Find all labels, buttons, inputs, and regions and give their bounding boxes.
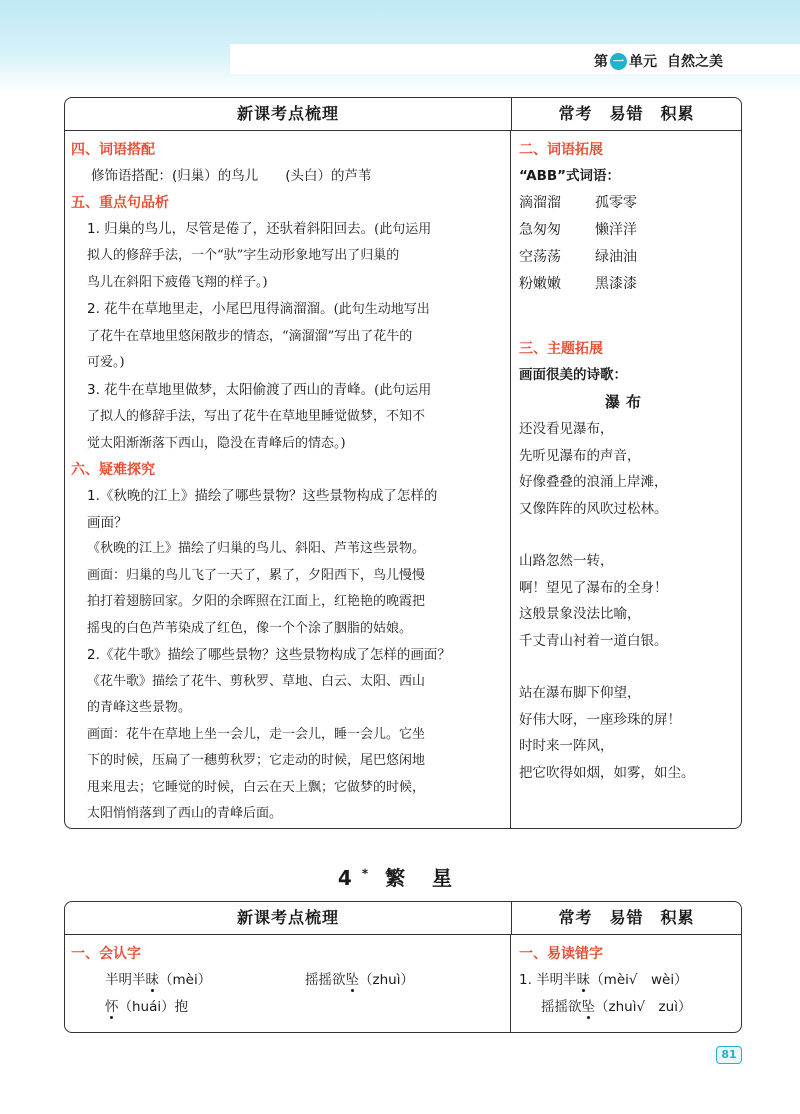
- section-heading-misread: 一、易读错字: [519, 946, 603, 962]
- word-row: [519, 217, 733, 244]
- word: 懒洋洋: [595, 221, 637, 238]
- stanza-gap: [519, 522, 733, 548]
- word-row: [519, 271, 733, 298]
- left-column: [65, 935, 511, 1032]
- card-left-title: 新课考点梳理: [65, 98, 512, 130]
- poem-intro: 画面很美的诗歌：: [519, 366, 627, 383]
- target-char: 坠: [581, 998, 595, 1015]
- answer-line: 甩来甩去；它睡觉的时候，白云在天上飘；它做梦的时候，: [87, 779, 426, 795]
- sentence-text: 1. 归巢的鸟儿，尽管是倦了，还驮着斜阳回去。: [87, 220, 375, 237]
- question-1-cont: 画面？: [87, 514, 128, 531]
- target-char: 怀: [105, 998, 119, 1015]
- answer-line: 《花牛歌》描绘了花牛、剪秋罗、草地、白云、太阳、西山: [87, 673, 426, 689]
- answer-line: 的青峰这些景物。: [87, 700, 192, 715]
- stanza-gap: [519, 654, 733, 680]
- poem-line: 时时来一阵风，: [519, 738, 614, 754]
- word-prefix: 摇摇欲: [305, 972, 346, 988]
- study-card-lesson4: [64, 901, 742, 1033]
- pinyin: （mèi）: [159, 972, 212, 988]
- word: 绿油油: [595, 248, 637, 265]
- poem-line: 千丈青山衬着一道白银。: [519, 632, 668, 649]
- poem-line: 还没看见瀑布，: [519, 421, 614, 437]
- card-body: [65, 131, 741, 828]
- answer-line: 太阳悄悄落到了西山的青峰后面。: [87, 806, 283, 821]
- sentence-note-line: 鸟儿在斜阳下疲倦飞翔的样子。): [87, 274, 268, 290]
- word: 急匆匆: [519, 221, 561, 238]
- poem-line: 这般景象没法比喻，: [519, 606, 641, 622]
- poem-line: 啊！望见了瀑布的全身！: [519, 579, 668, 596]
- section-heading-sentences: 五、重点句品析: [71, 194, 169, 211]
- poem-title: 瀑布: [604, 393, 647, 411]
- poem-line: 好像叠叠的浪涌上岸滩，: [519, 474, 668, 490]
- poem-line: 先听见瀑布的声音，: [519, 447, 641, 464]
- section-heading-recognize: 一、会认字: [71, 946, 141, 962]
- poem-line: 好伟大呀，一座珍珠的屏！: [519, 711, 681, 728]
- word: 滴溜溜: [519, 194, 561, 211]
- recognize-row: [71, 994, 504, 1021]
- answer-line: 画面：归巢的鸟儿飞了一天了，累了，夕阳西下，鸟儿慢慢: [87, 567, 426, 583]
- word: 空荡荡: [519, 248, 561, 265]
- unit-prefix: 第: [594, 54, 608, 70]
- sentence-2: [71, 296, 504, 324]
- pinyin-options: （mèi√ wèi）: [590, 972, 688, 988]
- target-char: 昧: [576, 972, 591, 988]
- pinyin-options: （zhuì√ zuì）: [595, 998, 692, 1015]
- card-left-title: 新课考点梳理: [65, 902, 512, 934]
- pinyin: （zhuì）: [359, 972, 414, 988]
- answer-line: 摇曳的白色芦苇染成了红色，像一个个涂了胭脂的姑娘。: [87, 620, 413, 636]
- sentence-note-line: 觉太阳渐渐落下西山，隐没在青峰后的情态。): [87, 435, 346, 451]
- sentence-note: (此句运用: [374, 382, 432, 398]
- abb-label: “ABB”式词语：: [519, 168, 621, 184]
- collocation-line: 修饰语搭配：(归巢）的鸟儿 (头白）的芦苇: [91, 168, 372, 184]
- card-header: [65, 98, 741, 131]
- card-right-title: 常考 易错 积累: [558, 908, 695, 927]
- target-char: 昧: [145, 972, 159, 988]
- sentence-note: (此句生动地写出: [333, 302, 430, 317]
- word: 粉嫩嫩: [519, 275, 561, 292]
- sentence-note: (此句运用: [374, 221, 432, 237]
- sentence-note-line: 了拟人的修辞手法，写出了花牛在草地里睡觉做梦，不知不: [87, 409, 426, 424]
- right-column: [511, 935, 741, 1032]
- left-column: [65, 131, 511, 828]
- section-heading-collocation: 四、词语搭配: [71, 142, 155, 158]
- misread-row: [519, 994, 733, 1021]
- poem-line: 又像阵阵的风吹过松林。: [519, 500, 668, 517]
- question-1: 1.《秋晚的江上》描绘了哪些景物？这些景物构成了怎样的: [87, 488, 438, 504]
- target-char: 坠: [345, 972, 359, 988]
- sentence-text: 2. 花牛在草地里走，小尾巴甩得滴溜溜。: [87, 301, 334, 317]
- card-right-title: 常考 易错 积累: [558, 104, 695, 123]
- spacer: [519, 298, 733, 336]
- word: 孤零零: [595, 194, 637, 211]
- sentence-note-line: 可爱。): [87, 355, 125, 370]
- section-heading-theme: 三、主题拓展: [519, 340, 603, 357]
- unit-theme: 自然之美: [667, 54, 723, 70]
- sentence-1: [71, 216, 504, 244]
- unit-number-badge: 一: [610, 53, 627, 70]
- section-heading-word-expansion: 二、词语拓展: [519, 142, 603, 158]
- sentence-3: [71, 377, 504, 405]
- pinyin: （huái）抱: [118, 998, 189, 1015]
- sentence-note-line: 拟人的修辞手法，一个“驮”字生动形象地写出了归巢的: [87, 248, 400, 263]
- lesson-title: [0, 862, 800, 891]
- poem-line: 把它吹得如烟，如雾，如尘。: [519, 764, 695, 781]
- word-row: [519, 244, 733, 271]
- word-row: [519, 190, 733, 217]
- recognize-word: [305, 967, 414, 994]
- word-prefix: 半明半: [105, 972, 146, 988]
- misread-row: [519, 967, 733, 994]
- page-number: 81: [716, 1046, 742, 1064]
- card-header: [65, 902, 741, 935]
- word-prefix: 摇摇欲: [541, 998, 582, 1015]
- lesson-number: 4: [337, 866, 362, 890]
- right-column: [511, 131, 741, 828]
- poem-line: 山路忽然一转，: [519, 553, 614, 569]
- unit-suffix: 单元: [629, 54, 657, 70]
- section-heading-explore: 六、疑难探究: [71, 462, 155, 478]
- answer-line: 《秋晚的江上》描绘了归巢的鸟儿、斜阳、芦苇这些景物。: [87, 541, 426, 556]
- answer-line: 下的时候，压扁了一穗剪秋罗；它走动的时候，尾巴悠闲地: [87, 753, 426, 768]
- lesson-optional-mark: *: [361, 866, 369, 881]
- lesson-name: 繁 星: [385, 866, 463, 890]
- recognize-row: [71, 967, 504, 994]
- word: 黑漆漆: [595, 275, 637, 292]
- sentence-note-line: 了花牛在草地里悠闲散步的情态，“滴溜溜”写出了花牛的: [87, 328, 413, 344]
- poem-line: 站在瀑布脚下仰望，: [519, 685, 641, 701]
- recognize-word: [105, 967, 305, 994]
- sentence-text: 3. 花牛在草地里做梦，太阳偷渡了西山的青峰。: [87, 381, 375, 398]
- question-2: 2.《花牛歌》描绘了哪些景物？这些景物构成了怎样的画面？: [87, 647, 451, 663]
- answer-line: 画面：花牛在草地上坐一会儿，走一会儿，睡一会儿。它坐: [87, 726, 426, 742]
- study-card-lesson3: [64, 97, 742, 829]
- word-prefix: 1. 半明半: [519, 972, 577, 988]
- unit-label: [594, 51, 723, 71]
- card-body: [65, 935, 741, 1032]
- answer-line: 拍打着翅膀回家。夕阳的余晖照在江面上，红艳艳的晚霞把: [87, 594, 426, 609]
